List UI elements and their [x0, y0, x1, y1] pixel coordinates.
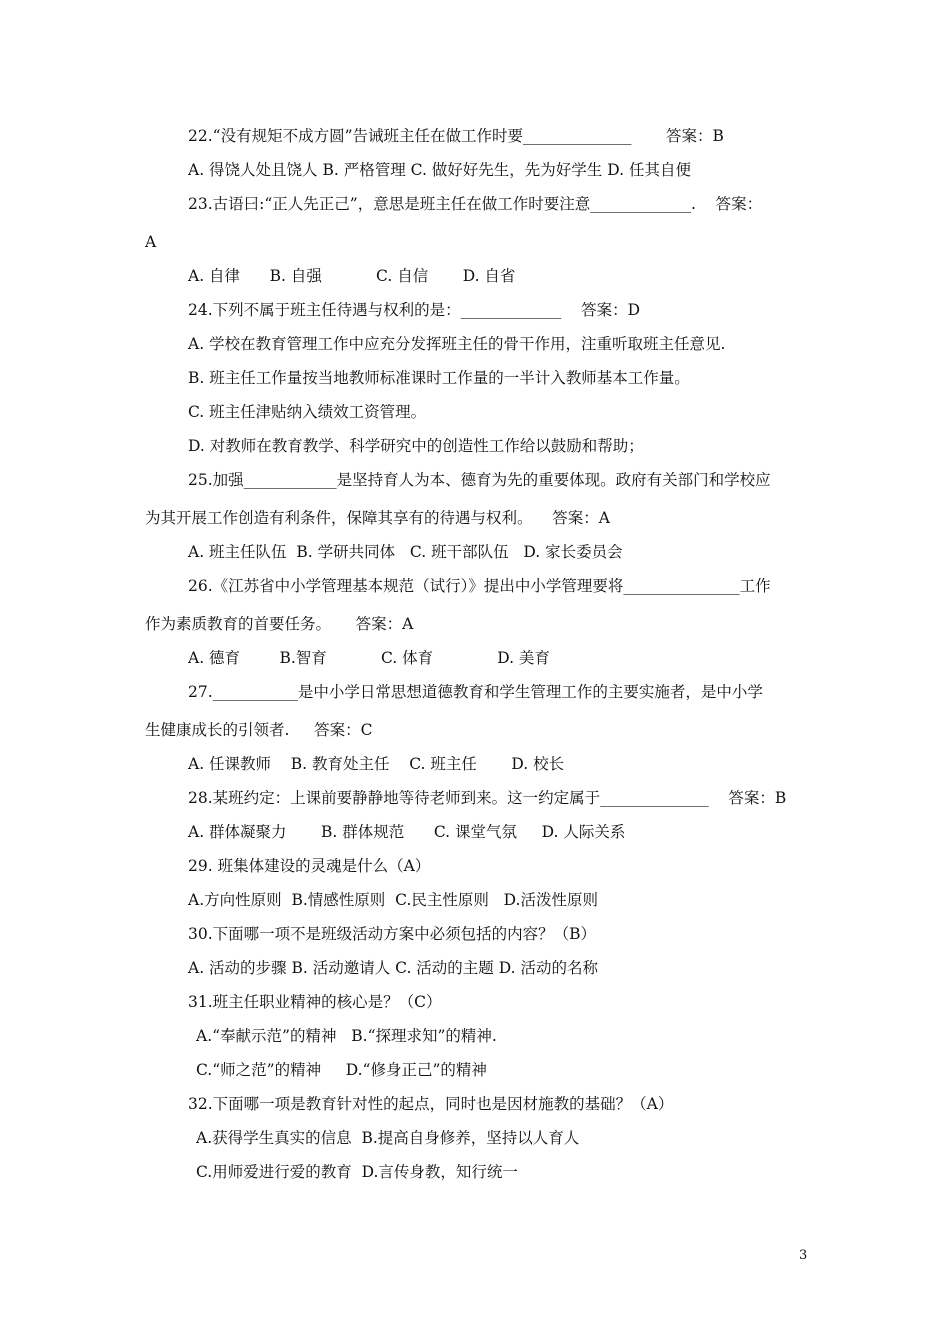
question-23-options: A. 自律 B. 自强 C. 自信 D. 自省 [188, 267, 516, 285]
question-32: 32.下面哪一项是教育针对性的起点，同时也是因材施教的基础？（A） [188, 1095, 674, 1113]
question-28-options: A. 群体凝聚力 B. 群体规范 C. 课堂气氛 D. 人际关系 [188, 823, 626, 841]
question-27-options: A. 任课教师 B. 教育处主任 C. 班主任 D. 校长 [188, 755, 565, 773]
question-24-option-b: B. 班主任工作量按当地教师标准课时工作量的一半计入教师基本工作量。 [188, 369, 690, 387]
question-24-option-a: A. 学校在教育管理工作中应充分发挥班主任的骨干作用，注重听取班主任意见. [188, 335, 726, 353]
question-22-options: A. 得饶人处且饶人 B. 严格管理 C. 做好好先生，先为好学生 D. 任其自便 [188, 161, 691, 179]
question-32-options-cd: C.用师爱进行爱的教育 D.言传身教，知行统一 [196, 1163, 518, 1181]
question-26-options: A. 德育 B.智育 C. 体育 D. 美育 [188, 649, 550, 667]
question-24: 24.下列不属于班主任待遇与权利的是：_____________ 答案：D [188, 301, 641, 319]
question-23-answer: A [145, 233, 157, 251]
question-31-options-ab: A.“奉献示范”的精神 B.“探理求知”的精神. [196, 1027, 497, 1045]
question-29: 29. 班集体建设的灵魂是什么（A） [188, 857, 431, 875]
question-25: 25.加强____________是坚持育人为本、德育为先的重要体现。政府有关部门和学校应 [188, 471, 771, 489]
question-28: 28.某班约定：上课前要静静地等待老师到来。这一约定属于______________ 答案：B [188, 789, 787, 807]
question-23: 23.古语曰:“正人先正己”，意思是班主任在做工作时要注意_____________. 答案： [188, 195, 763, 213]
question-29-options: A.方向性原则 B.情感性原则 C.民主性原则 D.活泼性原则 [188, 891, 598, 909]
question-30-options: A. 活动的步骤 B. 活动邀请人 C. 活动的主题 D. 活动的名称 [188, 959, 598, 977]
question-26-continued: 作为素质教育的首要任务。 答案：A [145, 615, 414, 633]
question-31-options-cd: C.“师之范”的精神 D.“修身正己”的精神 [196, 1061, 487, 1079]
question-32-options-ab: A.获得学生真实的信息 B.提高自身修养，坚持以人育人 [196, 1129, 580, 1147]
question-31: 31.班主任职业精神的核心是？（C） [188, 993, 442, 1011]
question-24-option-d: D. 对教师在教育教学、科学研究中的创造性工作给以鼓励和帮助； [188, 437, 644, 455]
page-number: 3 [799, 1248, 808, 1263]
question-22: 22.“没有规矩不成方圆”告诫班主任在做工作时要______________ 答案：B [188, 127, 724, 145]
question-27: 27.___________是中小学日常思想道德教育和学生管理工作的主要实施者，是中小学 [188, 683, 763, 701]
question-24-option-c: C. 班主任津贴纳入绩效工资管理。 [188, 403, 427, 421]
question-30: 30.下面哪一项不是班级活动方案中必须包括的内容？（B） [188, 925, 597, 943]
question-25-continued: 为其开展工作创造有利条件，保障其享有的待遇与权利。 答案：A [145, 509, 610, 527]
question-27-continued: 生健康成长的引领者. 答案：C [145, 721, 373, 739]
question-25-options: A. 班主任队伍 B. 学研共同体 C. 班干部队伍 D. 家长委员会 [188, 543, 623, 561]
question-26: 26.《江苏省中小学管理基本规范（试行）》提出中小学管理要将_______________工作 [188, 577, 771, 595]
